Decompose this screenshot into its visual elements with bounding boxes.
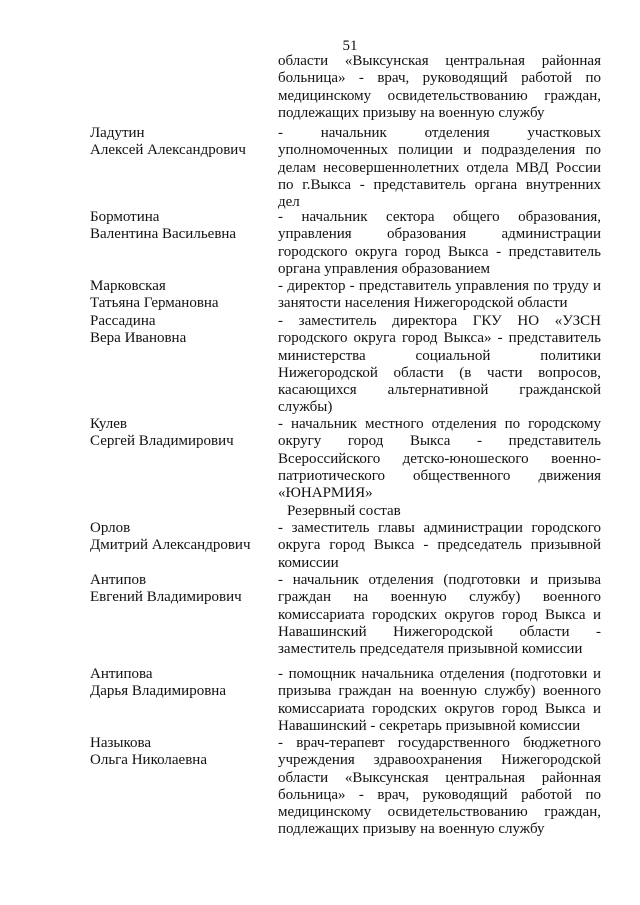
reserve-heading: Резервный состав bbox=[287, 503, 401, 519]
member-surname: Назыкова bbox=[90, 735, 152, 751]
member-surname: Кулев bbox=[90, 416, 127, 432]
member-role: - заместитель главы администрации городского округа город Выкса - председатель призывной комиссии bbox=[278, 520, 601, 571]
member-role: - начальник местного отделения по городскому округу город Выкса - представитель Всероссийского детско-юношеского военно-патриотического общественного движения «ЮНАРМИЯ» bbox=[278, 416, 601, 502]
member-name bbox=[90, 416, 275, 451]
member-surname: Орлов bbox=[90, 520, 131, 536]
member-given-names: Дарья Владимировна bbox=[90, 683, 226, 700]
member-surname: Ладутин bbox=[90, 125, 145, 141]
member-surname: Рассадина bbox=[90, 313, 156, 329]
member-name bbox=[90, 572, 275, 607]
member-role: - директор - представитель управления по труду и занятости населения Нижегородской области bbox=[278, 278, 601, 312]
member-surname: Антипова bbox=[90, 666, 153, 682]
member-role: - начальник сектора общего образования, управления образования администрации городского округа город Выкса - представитель органа управления образованием bbox=[278, 209, 601, 277]
member-name bbox=[90, 278, 275, 313]
page-number: 51 bbox=[342, 38, 358, 54]
member-role: - начальник отделения участковых уполномоченных полиции и подразделения по делам несовершеннолетних отдела МВД России по г.Выкса - представитель органа внутренних дел bbox=[278, 125, 601, 211]
member-given-names: Вера Ивановна bbox=[90, 330, 187, 347]
member-given-names: Татьяна Германовна bbox=[90, 295, 219, 312]
member-name bbox=[90, 125, 275, 160]
member-surname: Марковская bbox=[90, 278, 166, 294]
member-role: - заместитель директора ГКУ НО «УЗСН городского округа город Выкса» - представитель министерства социальной политики Нижегородской области (в части вопросов, касающихся альтернативной гражданской службы) bbox=[278, 313, 601, 416]
member-name bbox=[90, 666, 275, 701]
continued-description: области «Выксунская центральная районная больница» - врач, руководящий работой по медицинскому освидетельствованию граждан, подлежащих призыву на военную службу bbox=[278, 53, 601, 121]
member-role: - помощник начальника отделения (подготовки и призыва граждан на военную службу) военного комиссариата городских округов город Выкса и Навашинский - секретарь призывной комиссии bbox=[278, 666, 601, 734]
member-given-names: Валентина Васильевна bbox=[90, 226, 237, 243]
member-name bbox=[90, 735, 275, 770]
member-name bbox=[90, 520, 275, 555]
member-role: - начальник отделения (подготовки и призыва граждан на военную службу) военного комиссариата городских округов город Выкса и Навашинский Нижегородской области - заместитель председателя призывной комиссии bbox=[278, 572, 601, 658]
member-given-names: Дмитрий Александрович bbox=[90, 537, 251, 554]
member-given-names: Ольга Николаевна bbox=[90, 752, 207, 769]
member-given-names: Алексей Александрович bbox=[90, 142, 246, 159]
member-given-names: Сергей Владимирович bbox=[90, 433, 234, 450]
member-given-names: Евгений Владимирович bbox=[90, 589, 242, 606]
member-name bbox=[90, 313, 275, 348]
member-name bbox=[90, 209, 275, 244]
member-role: - врач-терапевт государственного бюджетного учреждения здравоохранения Нижегородской области «Выксунская центральная районная больница» - врач, руководящий работой по медицинскому освидетельствованию граждан, подлежащих призыву на военную службу bbox=[278, 735, 601, 838]
member-surname: Антипов bbox=[90, 572, 147, 588]
member-surname: Бормотина bbox=[90, 209, 160, 225]
